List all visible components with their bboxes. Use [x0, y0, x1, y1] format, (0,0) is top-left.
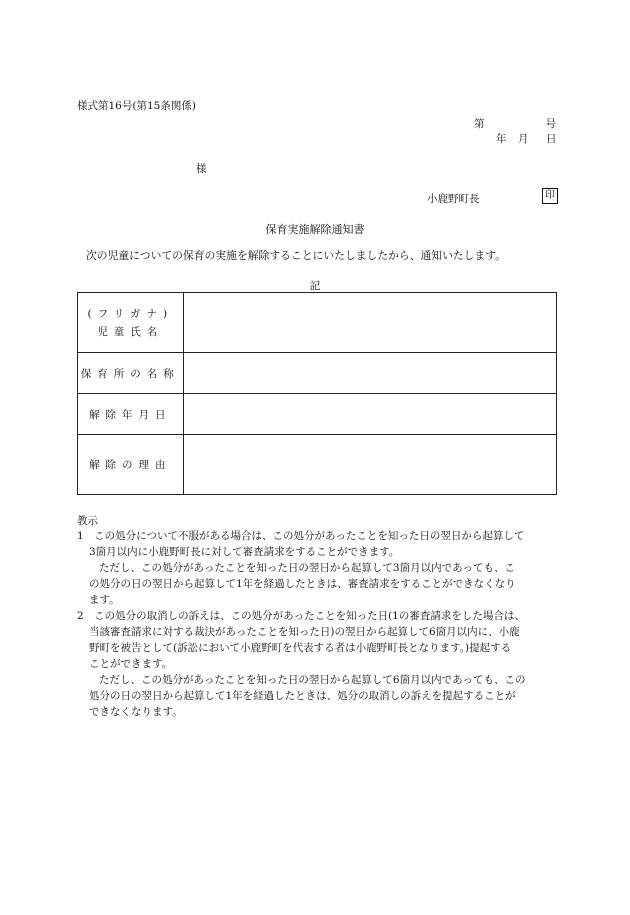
- issuer-name: 小鹿野町長: [427, 193, 480, 205]
- intro-text: 次の児童についての保育の実施を解除することにいたしましたから、通知いたします。: [86, 249, 506, 262]
- date-month: 月: [518, 133, 529, 145]
- child-name-label: 児童氏名: [97, 325, 164, 338]
- cancel-date-value[interactable]: [183, 394, 556, 435]
- note-line: の処分の日の翌日から起算して1年を経過したときは、審査請求をすることができなくなり: [89, 578, 516, 590]
- note-line: ます。: [89, 594, 120, 606]
- date-year: 年: [496, 133, 507, 145]
- note-line: 当該審査請求に対する裁決があったことを知った日)の翌日から起算して6箇月以内に、小鹿: [89, 626, 520, 638]
- table-row: [78, 435, 557, 495]
- note-line: できなくなります。: [89, 706, 183, 718]
- table-row: [78, 293, 557, 353]
- form-number: 様式第16号(第15条関係): [77, 100, 196, 112]
- note-line: 野町を被告として(訴訟において小鹿野町を代表する者は小鹿野町長となります。)提起する: [89, 642, 512, 654]
- notes-heading: 教示: [77, 515, 98, 527]
- nursery-name-value[interactable]: [183, 353, 556, 394]
- cancel-date-label: 解除年月日: [78, 394, 184, 435]
- date-day: 日: [546, 133, 557, 145]
- note-line: 3箇月以内に小鹿野町長に対して審査請求をすることができます。: [89, 546, 400, 558]
- addressee-suffix: 様: [196, 163, 207, 175]
- furigana-label: (フリガナ): [87, 307, 174, 320]
- document-title: 保育実施解除通知書: [265, 223, 365, 236]
- nursery-name-label: 保育所の名称: [78, 353, 184, 394]
- table-row: [78, 394, 557, 435]
- note-line: 処分の日の翌日から起算して1年を経過したときは、処分の取消しの訴えを提起することが: [89, 690, 516, 702]
- details-table: [77, 292, 557, 495]
- row-label-child-name: [78, 293, 184, 353]
- note-line: ただし、この処分があったことを知った日の翌日から起算して3箇月以内であっても、こ: [99, 562, 515, 574]
- number-prefix: 第: [474, 118, 485, 130]
- ki-mark: 記: [309, 280, 321, 292]
- table-row: [78, 353, 557, 394]
- cancel-reason-value[interactable]: [183, 435, 556, 495]
- child-name-value[interactable]: [183, 293, 556, 353]
- cancel-reason-label: 解除の理由: [78, 435, 184, 495]
- number-suffix: 号: [545, 118, 556, 130]
- note-line: ことができます。: [89, 658, 173, 670]
- note-line: ただし、この処分があったことを知った日の翌日から起算して6箇月以内であっても、この: [99, 674, 526, 686]
- note-line: 2 この処分の取消しの訴えは、この処分があったことを知った日(1の審査請求をした場合は、: [77, 610, 525, 622]
- seal-mark: 印: [542, 188, 558, 204]
- note-line: 1 この処分について不服がある場合は、この処分があったことを知った日の翌日から起算して: [77, 530, 525, 542]
